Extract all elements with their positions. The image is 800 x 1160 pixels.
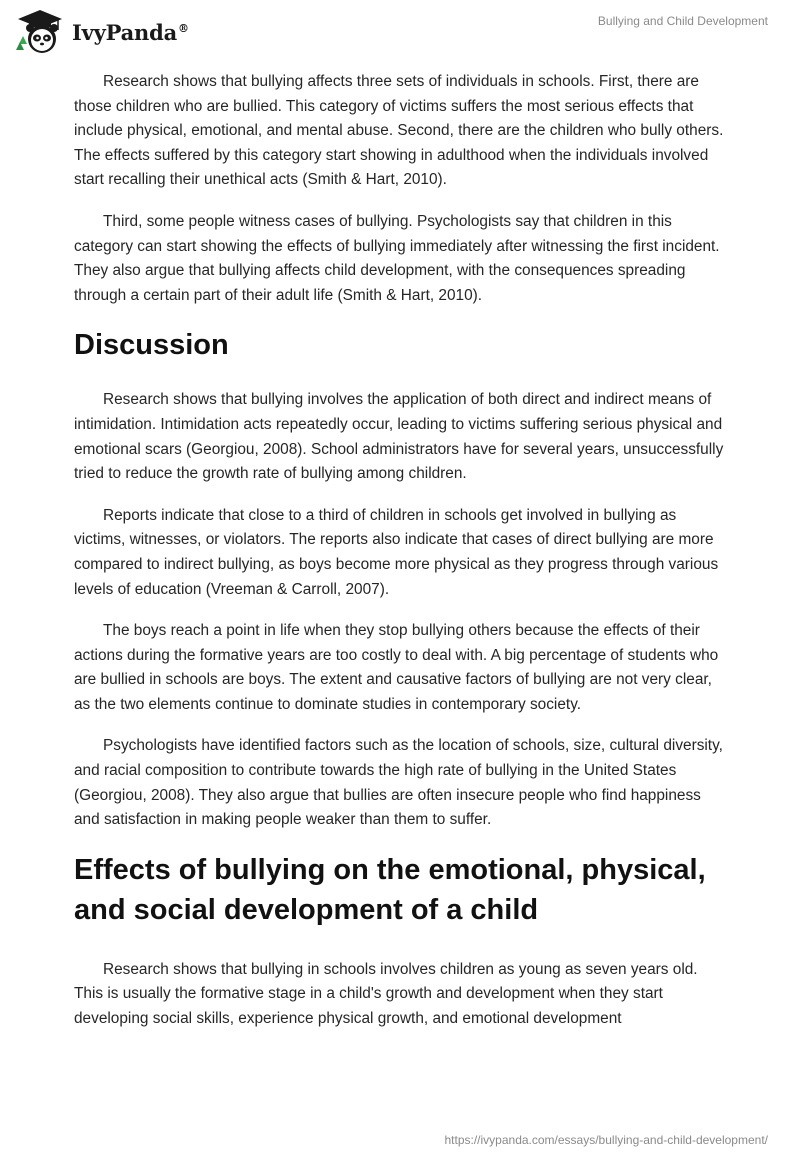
paragraph: The boys reach a point in life when they stop bullying others because the effects of their actions during the formative years are too costly to deal with. A big percentage of students who are bullied in schools are boys. The extent and causative factors of bullying are not very clear, as the two elements continue to dominate studies in contemporary society. bbox=[74, 622, 719, 713]
paragraph: Research shows that bullying involves the application of both direct and indirect means of intimidation. Intimidation acts repeatedly occur, leading to victims suffering serious physical and emotional scars (Georgiou, 2008). School administrators have for several years, unsuccessfully tried to reduce the growth rate of bullying among children. bbox=[74, 391, 724, 483]
paragraph: Psychologists have identified factors such as the location of schools, size, cultural diversity, and racial composition to contribute towards the high rate of bullying in the United States (Georgiou, 2008). They also argue that bullies are often insecure people who find happiness and satisfaction in making people weaker than them to suffer. bbox=[74, 737, 723, 829]
panda-graduate-icon bbox=[14, 8, 66, 56]
document-title: Bullying and Child Development bbox=[597, 14, 768, 28]
paragraph: Third, some people witness cases of bullying. Psychologists say that children in this category can start showing the effects of bullying immediately after witnessing the first incident. They also argue that bullying affects child development, with the consequences spreading through a certain part of their adult life (Smith & Hart, 2010). bbox=[74, 212, 720, 304]
ivypanda-logo[interactable] bbox=[14, 8, 189, 56]
page-header bbox=[0, 0, 800, 64]
section-heading-effects: Effects of bullying on the emotional, physical, and social development of a child bbox=[74, 853, 706, 926]
registered-mark: ® bbox=[178, 21, 189, 35]
brand-name: IvyPanda® bbox=[72, 19, 189, 45]
paragraph: Research shows that bullying in schools involves children as young as seven years old. This is usually the formative stage in a child's growth and development when they start developing social skills, experience physical growth, and emotional development bbox=[74, 960, 698, 1028]
source-url[interactable]: https://ivypanda.com/essays/bullying-and-child-development/ bbox=[444, 1133, 768, 1147]
paragraph: Reports indicate that close to a third of children in schools get involved in bullying as victims, witnesses, or violators. The reports also indicate that cases of direct bullying are more compared to indirect bullying, as boys become more physical as they progress through various levels of education (Vreeman & Carroll, 2007). bbox=[74, 506, 719, 598]
article-body bbox=[74, 70, 730, 1049]
paragraph: Research shows that bullying affects three sets of individuals in schools. First, there are those children who are bullied. This category of victims suffers the most serious effects that include physical, emotional, and mental abuse. Second, there are the children who bully others. The effects suffered by this category start showing in adulthood when the individuals involved start recalling their unethical acts (Smith & Hart, 2010). bbox=[74, 73, 724, 189]
section-heading-discussion: Discussion bbox=[74, 329, 229, 362]
